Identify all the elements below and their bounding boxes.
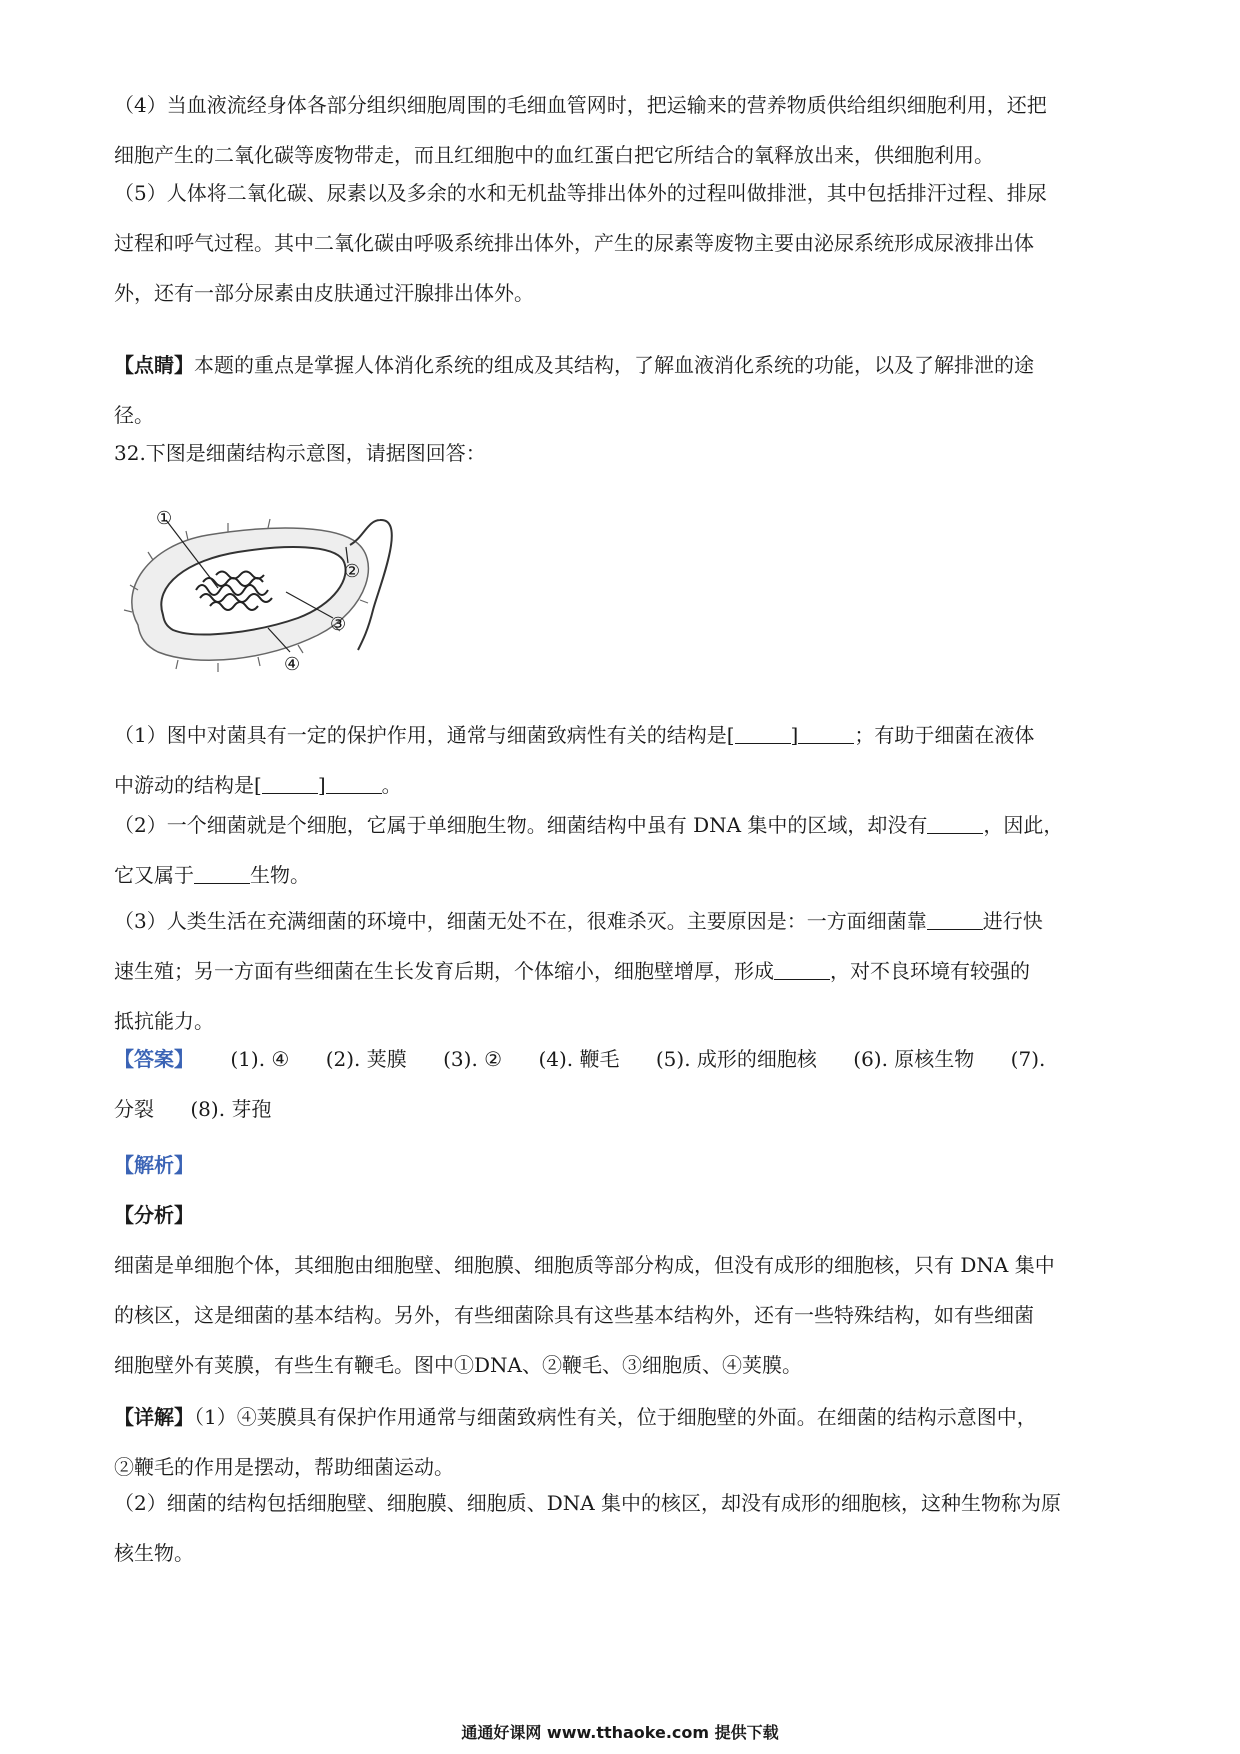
paragraph-line: 过程和呼气过程。其中二氧化碳由呼吸系统排出体外，产生的尿素等废物主要由泌尿系统形成尿液排出体 (114, 231, 1034, 255)
answer-section (114, 1034, 1134, 1134)
paragraph-line: （2）细菌的结构包括细胞壁、细胞膜、细胞质、DNA 集中的核区，却没有成形的细胞核，这种生物称为原 (114, 1491, 1062, 1515)
paragraph-line: （4）当血液流经身体各部分组织细胞周围的毛细血管网时，把运输来的营养物质供给组织细胞利用，还把 (114, 93, 1047, 117)
dianjing-text: 本题的重点是掌握人体消化系统的组成及其结构，了解血液消化系统的功能，以及了解排泄的途 (194, 353, 1034, 377)
answer-item: 分裂 (114, 1097, 154, 1121)
paragraph-line: （5）人体将二氧化碳、尿素以及多余的水和无机盐等排出体外的过程叫做排泄，其中包括排汗过程、排尿 (114, 181, 1047, 205)
blank[interactable] (798, 723, 854, 744)
fenxi-heading: 【分析】 (114, 1203, 194, 1227)
question-3: （3）人类生活在充满细菌的环境中，细菌无处不在，很难杀灭。主要原因是：一方面细菌靠 进行快 速生殖；另一方面有些细菌在生长发育后期，个体缩小，细胞壁增厚，形成 ，对不良环境有较强的 抵抗能力。 (114, 909, 1043, 1033)
answer-item: (4). 鞭毛 (538, 1047, 620, 1071)
label-4: ④ (284, 654, 301, 675)
paragraph-line: 的核区，这是细菌的基本结构。另外，有些细菌除具有这些基本结构外，还有一些特殊结构，如有些细菌 (114, 1303, 1034, 1327)
paragraph-line: 细菌是单细胞个体，其细胞由细胞壁、细胞膜、细胞质等部分构成，但没有成形的细胞核，只有 DNA 集中 (114, 1253, 1055, 1277)
question-32-title: 32.下图是细菌结构示意图，请据图回答： (114, 441, 486, 465)
page-footer: 通通好课网 www.tthaoke.com 提供下载 (461, 1723, 779, 1742)
blank[interactable] (735, 723, 791, 744)
answer-item: (3). ② (443, 1047, 503, 1071)
xiangjie-section: 【详解】（1）④荚膜具有保护作用通常与细菌致病性有关，位于细胞壁的外面。在细菌的结构示意图中， ②鞭毛的作用是摆动，帮助细菌运动。 (114, 1405, 1037, 1479)
blank[interactable] (774, 959, 830, 980)
bacteria-diagram (118, 500, 438, 690)
answer-item: (7). (1010, 1047, 1046, 1071)
analysis-paragraph (114, 1240, 1134, 1390)
blank[interactable] (927, 813, 983, 834)
dianjing-section (114, 340, 1134, 440)
question-1: （1）图中对菌具有一定的保护作用，通常与细菌致病性有关的结构是[ ] ；有助于细菌在液体 中游动的结构是[ ] 。 (114, 723, 1035, 797)
paragraph-5 (114, 168, 1134, 318)
question-2: （2）一个细菌就是个细胞，它属于单细胞生物。细菌结构中虽有 DNA 集中的区域，却没有 ，因此， 它又属于 生物。 (114, 813, 1064, 887)
jiexi-heading: 【解析】 (114, 1153, 194, 1177)
dianjing-label: 【点睛】 (114, 353, 194, 377)
paragraph-line: 细胞壁外有荚膜，有些生有鞭毛。图中①DNA、②鞭毛、③细胞质、④荚膜。 (114, 1353, 802, 1377)
label-1: ① (156, 508, 173, 529)
blank[interactable] (194, 863, 250, 884)
paragraph-4 (114, 80, 1134, 180)
answer-item: (1). ④ (230, 1047, 290, 1071)
paragraph-line: 核生物。 (114, 1541, 194, 1565)
paragraph-line: 外，还有一部分尿素由皮肤通过汗腺排出体外。 (114, 281, 534, 305)
dianjing-text: 径。 (114, 403, 154, 427)
answer-item: (2). 荚膜 (325, 1047, 407, 1071)
blank[interactable] (326, 773, 382, 794)
detail-2 (114, 1478, 1134, 1578)
answer-label: 【答案】 (114, 1047, 194, 1071)
answer-item: (8). 芽孢 (190, 1097, 272, 1121)
label-3: ③ (330, 614, 347, 635)
blank[interactable] (262, 773, 318, 794)
xiangjie-label: 【详解】 (114, 1405, 194, 1429)
paragraph-line: 细胞产生的二氧化碳等废物带走，而且红细胞中的血红蛋白把它所结合的氧释放出来，供细胞利用。 (114, 143, 994, 167)
answer-item: (5). 成形的细胞核 (655, 1047, 817, 1071)
label-2: ② (344, 561, 361, 582)
blank[interactable] (927, 909, 983, 930)
bacteria-cell (124, 519, 392, 672)
answer-item: (6). 原核生物 (853, 1047, 975, 1071)
